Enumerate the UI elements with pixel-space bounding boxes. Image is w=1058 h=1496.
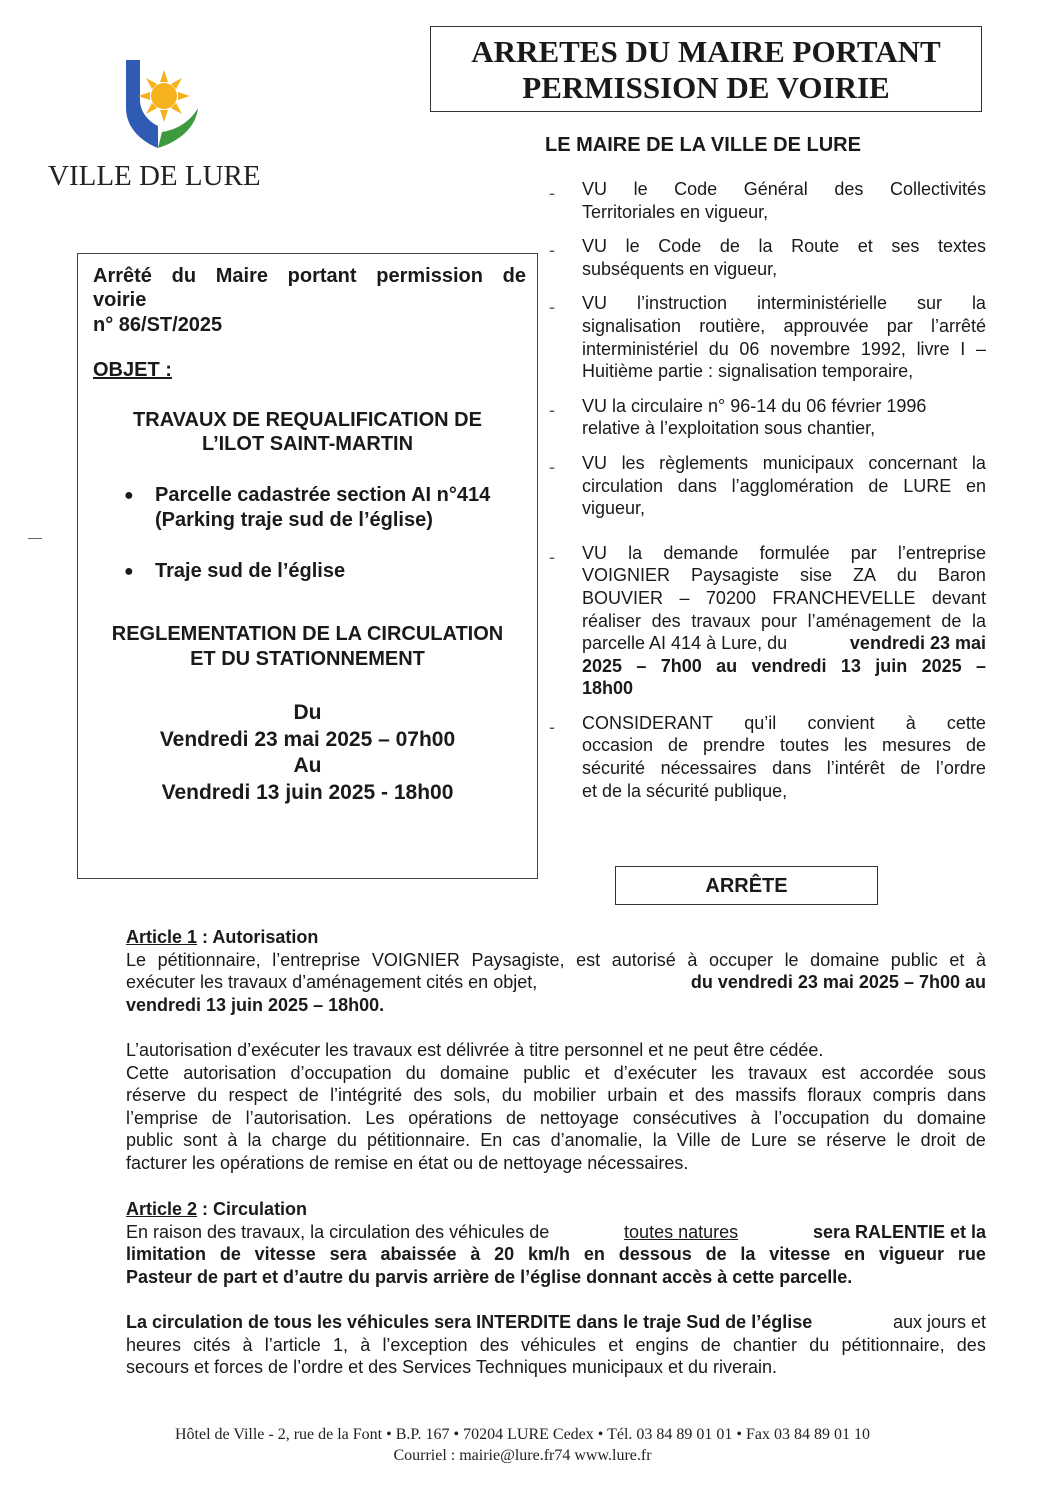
vu-item: - VU les règlements municipaux concernant la circulation dans l’agglomération de LURE en vigueur, <box>549 452 986 519</box>
arrete-line-2: voirie <box>93 289 147 311</box>
bullet-icon: ● <box>124 563 134 580</box>
start-date: Vendredi 23 mai 2025 – 07h00 <box>159 728 456 751</box>
arrete-line-1: Arrêté du Maire portant permission de <box>93 265 526 287</box>
du-label: Du <box>293 701 322 724</box>
footer-contact: Courriel : mairie@lure.fr74 www.lure.fr <box>393 1447 652 1464</box>
article-1: Article 1 : Autorisation Le pétitionnaire, l’entreprise VOIGNIER Paysagiste, est autorisé à occuper le domaine public et à exécuter les travaux d’aménagement cités en objet, du vendredi 23 mai 2025 – 7h00 au vendredi 13 juin 2025 – 18h00. L’autorisation d’exécuter les travaux est délivrée à titre personnel et ne peut être cédée. Cette autorisation d’occupation du domaine public et d’exécuter les travaux est accordée sous réserve du respect de l’intégrité des sols, du mobilier urbain et des massifs floraux compris dans l’emprise de l’autorisation. Les opérations de nettoyage consécutives à l’occupation du domaine public sont à la charge du pétitionnaire. En cas d’anomalie, la Ville de Lure se réserve le droit de facturer les opérations de remise en état ou de nettoyage nécessaires. <box>126 927 986 1173</box>
vu-item: - CONSIDERANT qu’il convient à cette occasion de prendre toutes les mesures de sécurité nécessaires dans l’intérêt de l’ordre et de la sécurité publique, <box>549 712 986 801</box>
arrete-label: ARRÊTE <box>615 866 878 905</box>
bullet-1-line-1: Parcelle cadastrée section AI n°414 <box>155 484 491 506</box>
city-logo <box>118 56 202 152</box>
bullet-2: Traje sud de l’église <box>155 560 346 582</box>
dash-icon: - <box>549 546 555 567</box>
dash-icon: - <box>549 716 555 737</box>
au-label: Au <box>293 754 322 777</box>
dash-icon: - <box>549 297 555 318</box>
vu-item: - VU le Code de la Route et ses textes subséquents en vigueur, <box>549 236 986 279</box>
objet-label: OBJET : <box>93 359 172 381</box>
dash-icon: - <box>549 183 555 203</box>
vu-list <box>545 178 986 814</box>
reglementation-line-1: REGLEMENTATION DE LA CIRCULATION <box>111 623 504 645</box>
footer-address: Hôtel de Ville - 2, rue de la Font • B.P. 167 • 70204 LURE Cedex • Tél. 03 84 89 01 01 • Fax 03 84 89 01 10 <box>174 1426 871 1443</box>
vu-item: - VU la demande formulée par l’entreprise VOIGNIER Paysagiste sise ZA du Baron BOUVIER – 70200 FRANCHEVELLE devant réaliser des travaux pour l’aménagement de la parcelle AI 414 à Lure, du vendredi 23 mai 2025 – 7h00 au vendredi 13 juin 2025 – 18h00 <box>549 542 986 699</box>
article-1-heading: Article 1 : Autorisation <box>126 927 319 947</box>
dash-icon: - <box>549 456 555 477</box>
maire-heading: LE MAIRE DE LA VILLE DE LURE <box>545 134 861 156</box>
city-name: VILLE DE LURE <box>48 160 261 192</box>
dash-icon: - <box>549 399 555 420</box>
bullet-1-line-2: (Parking traje sud de l’église) <box>155 509 433 531</box>
arrete-info-box <box>77 253 538 879</box>
travaux-line-2: L’ILOT SAINT-MARTIN <box>201 433 414 455</box>
travaux-line-1: TRAVAUX DE REQUALIFICATION DE <box>133 409 482 431</box>
article-2: Article 2 : Circulation En raison des travaux, la circulation des véhicules de toutes natures sera RALENTIE et la limitation de vitesse sera abaissée à 20 km/h en dessous de la vitesse en vigueur rue Pasteur de part et d’autre du parvis arrière de l’église donnant accès à cette parcelle. La circulation de tous les véhicules sera INTERDITE dans le traje Sud de l’église aux jours et heures cités à l’article 1, à l’exception des véhicules et engins de chantier du pétitionnaire, des secours et forces de l’ordre et des Services Techniques municipaux et du riverain. <box>126 1199 986 1378</box>
end-date: Vendredi 13 juin 2025 - 18h00 <box>161 781 454 804</box>
reglementation-line-2: ET DU STATIONNEMENT <box>190 648 425 670</box>
title-line-2: PERMISSION DE VOIRIE <box>522 70 890 105</box>
document-title <box>430 26 982 112</box>
article-2-heading: Article 2 : Circulation <box>126 1199 308 1219</box>
vu-item: - VU la circulaire n° 96-14 du 06 février 1996 relative à l’exploitation sous chantier, <box>549 395 927 439</box>
arrete-number: n° 86/ST/2025 <box>93 314 223 336</box>
vu-item: - VU le Code Général des Collectivités Territoriales en vigueur, <box>549 179 986 222</box>
bullet-icon: ● <box>124 487 134 504</box>
title-line-1: ARRETES DU MAIRE PORTANT <box>471 34 941 69</box>
margin-mark <box>28 538 42 539</box>
vu-item: - VU l’instruction interministérielle sur la signalisation routière, approuvée par l’arrêté interministériel du 06 novembre 1992, livre I – Huitième partie : signalisation temporaire, <box>549 293 986 382</box>
dash-icon: - <box>549 240 555 261</box>
